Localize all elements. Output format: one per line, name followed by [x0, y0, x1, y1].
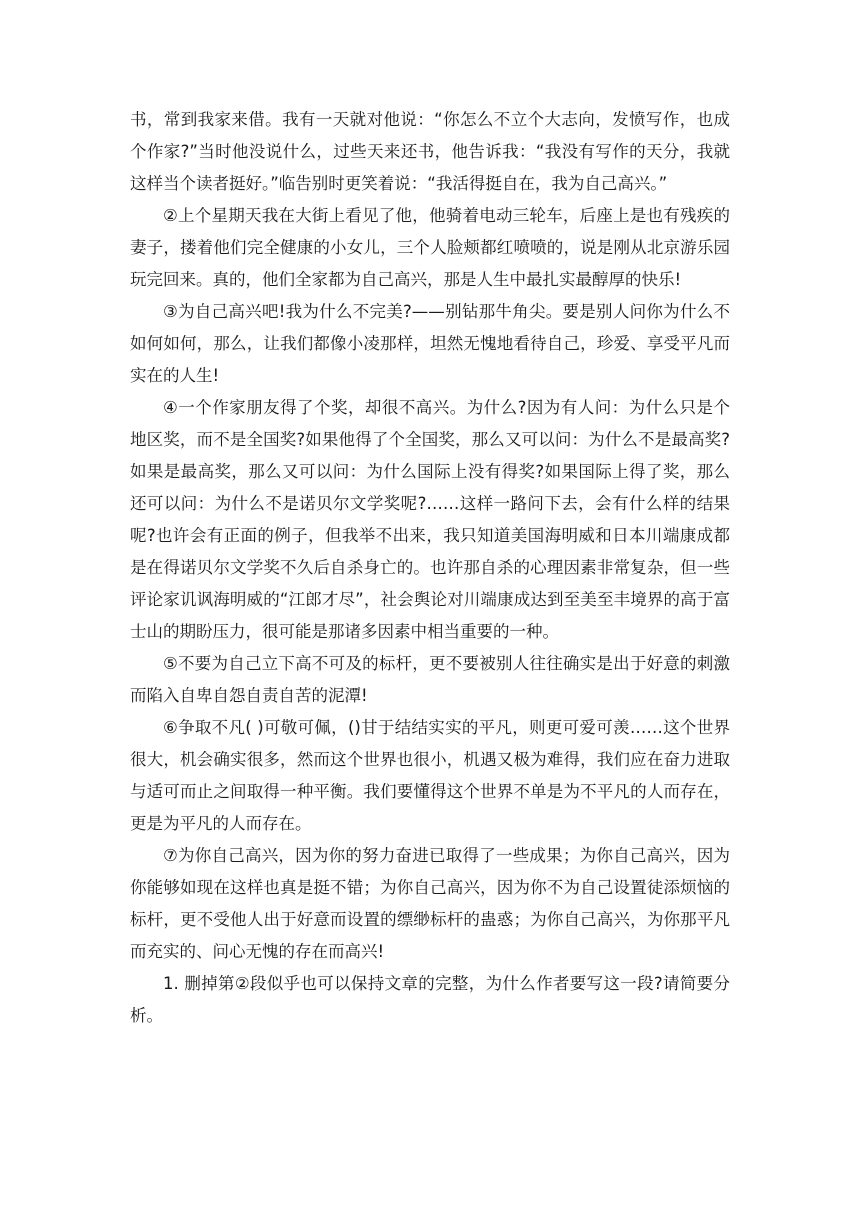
paragraph-continued: 书，常到我家来借。我有一天就对他说：“你怎么不立个大志向，发愤写作，也成个作家?”当时他没说什么，过些天来还书，他告诉我：“我没有写作的天分，我就这样当个读者挺好。”临告别时更笑着说：“我活得挺自在，我为自己高兴。” — [130, 110, 730, 193]
article-body — [130, 104, 730, 1032]
paragraph-3: ③为自己高兴吧!我为什么不完美?——别钻那牛角尖。要是别人问你为什么不如何如何，那么，让我们都像小凌那样，坦然无愧地看待自己，珍爱、享受平凡而实在的人生! — [130, 302, 730, 385]
question-1: 1. 删掉第②段似乎也可以保持文章的完整，为什么作者要写这一段?请简要分析。 — [130, 974, 730, 1025]
paragraph-6: ⑥争取不凡( )可敬可佩，()甘于结结实实的平凡，则更可爱可羡……这个世界很大，机会确实很多，然而这个世界也很小，机遇又极为难得，我们应在奋力进取与适可而止之间取得一种平衡。我们要懂得这个世界不单是为不平凡的人而存在，更是为平凡的人而存在。 — [130, 718, 730, 833]
paragraph-2: ②上个星期天我在大街上看见了他，他骑着电动三轮车，后座上是也有残疾的妻子，搂着他们完全健康的小女儿，三个人脸颊都红喷喷的，说是刚从北京游乐园玩完回来。真的，他们全家都为自己高兴，那是人生中最扎实最醇厚的快乐! — [130, 206, 730, 289]
paragraph-7: ⑦为你自己高兴，因为你的努力奋进已取得了一些成果；为你自己高兴，因为你能够如现在这样也真是挺不错；为你自己高兴，因为你不为自己设置徒添烦恼的标杆，更不受他人出于好意而设置的缥缈标杆的蛊惑；为你自己高兴，为你那平凡而充实的、问心无愧的存在而高兴! — [130, 846, 730, 961]
paragraph-5: ⑤不要为自己立下高不可及的标杆，更不要被别人往往确实是出于好意的刺激而陷入自卑自怨自责自苦的泥潭! — [130, 654, 730, 705]
paragraph-4: ④一个作家朋友得了个奖，却很不高兴。为什么?因为有人问：为什么只是个地区奖，而不是全国奖?如果他得了个全国奖，那么又可以问：为什么不是最高奖?如果是最高奖，那么又可以问：为什么国际上没有得奖?如果国际上得了奖，那么还可以问：为什么不是诺贝尔文学奖呢?……这样一路问下去，会有什么样的结果呢?也许会有正面的例子，但我举不出来，我只知道美国海明威和日本川端康成都是在得诺贝尔文学奖不久后自杀身亡的。也许那自杀的心理因素非常复杂，但一些评论家讥讽海明威的“江郎才尽”，社会舆论对川端康成达到至美至丰境界的高于富士山的期盼压力，很可能是那诸多因素中相当重要的一种。 — [130, 398, 730, 641]
